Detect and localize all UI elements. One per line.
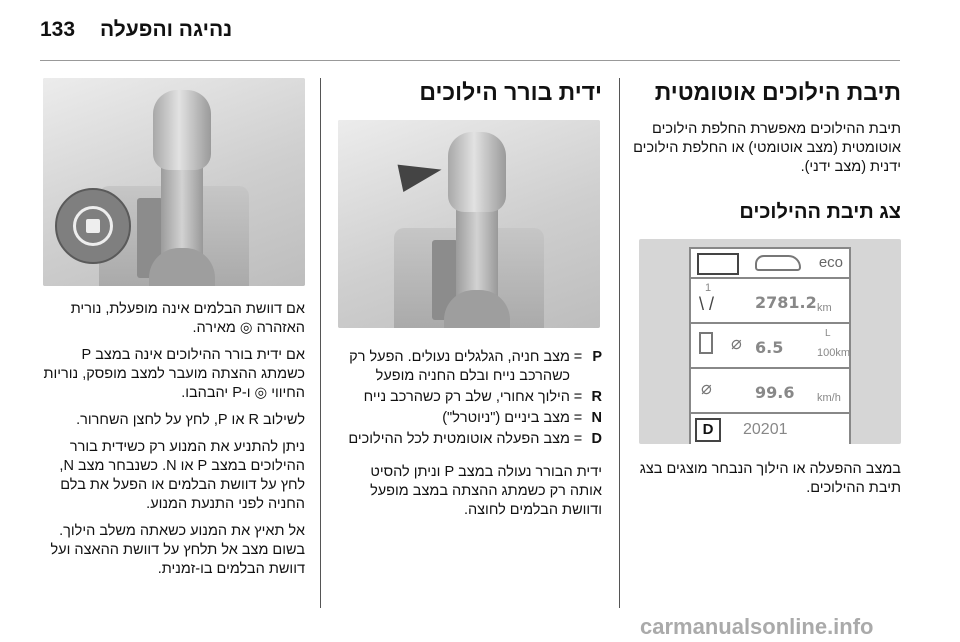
list-item xyxy=(338,430,602,449)
average-speed-icon: ⌀ xyxy=(701,378,712,398)
position-eq: = xyxy=(573,389,583,405)
position-text: מצב חניה, הגלגלים נעולים. הפעל רק כשהרכב נייח ובלם החניה מופעל xyxy=(349,349,570,384)
column-divider-right xyxy=(619,78,620,608)
road-icon: / \ xyxy=(699,294,715,314)
trip-index: 1 xyxy=(705,282,712,294)
car-icon xyxy=(755,255,801,271)
brake-pedal-icon xyxy=(73,206,113,246)
list-item xyxy=(338,388,602,407)
lever-inset-illustration xyxy=(43,78,305,286)
paragraph-engine-start: ניתן להתניע את המנוע רק כשידית בורר ההילוכים במצב P או N. כשנבחר מצב N, לחץ על דוושת הבלמים או הפעל את בלם החניה לפני התנעת המנוע. xyxy=(59,439,305,512)
display-row-trip xyxy=(691,279,849,324)
instrument-display xyxy=(689,247,851,444)
intro-paragraph: תיבת ההילוכים מאפשרת החלפת הילוכים אוטומטית (מצב אוטומטי) או החלפת הילוכים ידנית (מצב ידני). xyxy=(633,121,901,175)
list-item xyxy=(338,348,602,386)
display-row-gear xyxy=(691,414,849,444)
eco-label: eco xyxy=(818,254,843,271)
watermark: carmanualsonline.info xyxy=(640,614,874,639)
position-text: הילוך אחורי, שלב רק כשהרכב נייח xyxy=(363,389,570,405)
paragraph-release-button: לשילוב R או P, לחץ על לחצן השחרור. xyxy=(76,412,305,428)
column-divider-left xyxy=(320,78,321,608)
average-icon: ⌀ xyxy=(731,333,742,353)
selector-lever-illustration xyxy=(338,120,600,328)
positions-list xyxy=(338,348,602,449)
odometer-value: 20201 xyxy=(743,421,788,438)
list-item xyxy=(338,409,602,428)
page-header xyxy=(0,0,960,62)
fuel-unit-top: L xyxy=(825,328,831,339)
position-key: D xyxy=(591,431,602,447)
lever-knob xyxy=(153,90,211,170)
column-selector-lever xyxy=(338,78,602,528)
display-caption: במצב ההפעלה או הילוך הנבחר מוצגים בצג תיבת ההילוכים. xyxy=(639,461,901,496)
paragraph-ignition-off: אם ידית בורר ההילוכים אינה במצב P כשמתג ההצתה מועבר למצב מופסק, נוריות החיווי ◎ ו-P יהבהבו. xyxy=(43,347,305,401)
running-title: נהיגה והפעלה xyxy=(100,18,233,41)
trip-unit: km xyxy=(817,302,832,314)
display-row-speed xyxy=(691,369,849,414)
position-eq: = xyxy=(573,431,583,447)
column-automatic-transmission xyxy=(625,78,901,506)
position-eq: = xyxy=(573,410,583,426)
fuel-unit-bottom: 100km xyxy=(817,347,851,359)
fuel-pump-icon xyxy=(699,332,713,354)
position-text: מצב הפעלה אוטומטית לכל ההילוכים xyxy=(348,431,570,447)
lock-note: ידית הבורר נעולה במצב P וניתן להסיט אותה רק כשמתג ההצתה במצב מופעל ודוושת הבלמים לחוצה. xyxy=(370,464,602,518)
brake-warning-inset xyxy=(55,188,131,264)
header-divider xyxy=(40,60,900,61)
fuel-consumption: 6.5 xyxy=(755,338,784,357)
mode-indicator-icon xyxy=(697,253,739,275)
speed-unit: km/h xyxy=(817,392,841,404)
position-key: P xyxy=(592,349,602,365)
lever-knob xyxy=(448,132,506,212)
paragraph-do-not-rev: אל תאיץ את המנוע כשאתה משלב הילוך. בשום מצב אל תלחץ על דוושת ההאצה ועל דוושת הבלמים בו-זמנית. xyxy=(50,523,305,577)
average-speed: 99.6 xyxy=(755,383,795,402)
gear-indicator: D xyxy=(695,418,721,442)
section-title: תיבת הילוכים אוטומטית xyxy=(654,79,901,105)
paragraph-brake-warning: אם דוושת הבלמים אינה מופעלת, נורית האזהרה ◎ מאירה. xyxy=(70,301,305,336)
display-row-mode xyxy=(691,249,849,279)
trip-distance: 2781.2 xyxy=(755,293,817,312)
column-brake-notes xyxy=(40,78,305,587)
subsection-title: צג תיבת ההילוכים xyxy=(739,201,901,223)
position-eq: = xyxy=(573,349,583,365)
position-key: R xyxy=(591,389,602,405)
transmission-display-illustration xyxy=(639,239,901,444)
display-row-fuel xyxy=(691,324,849,369)
section-title: ידית בורר הילוכים xyxy=(419,79,602,105)
page-number: 133 xyxy=(40,18,76,41)
position-key: N xyxy=(591,410,602,426)
position-text: מצב ביניים ("ניוטרל") xyxy=(442,410,570,426)
